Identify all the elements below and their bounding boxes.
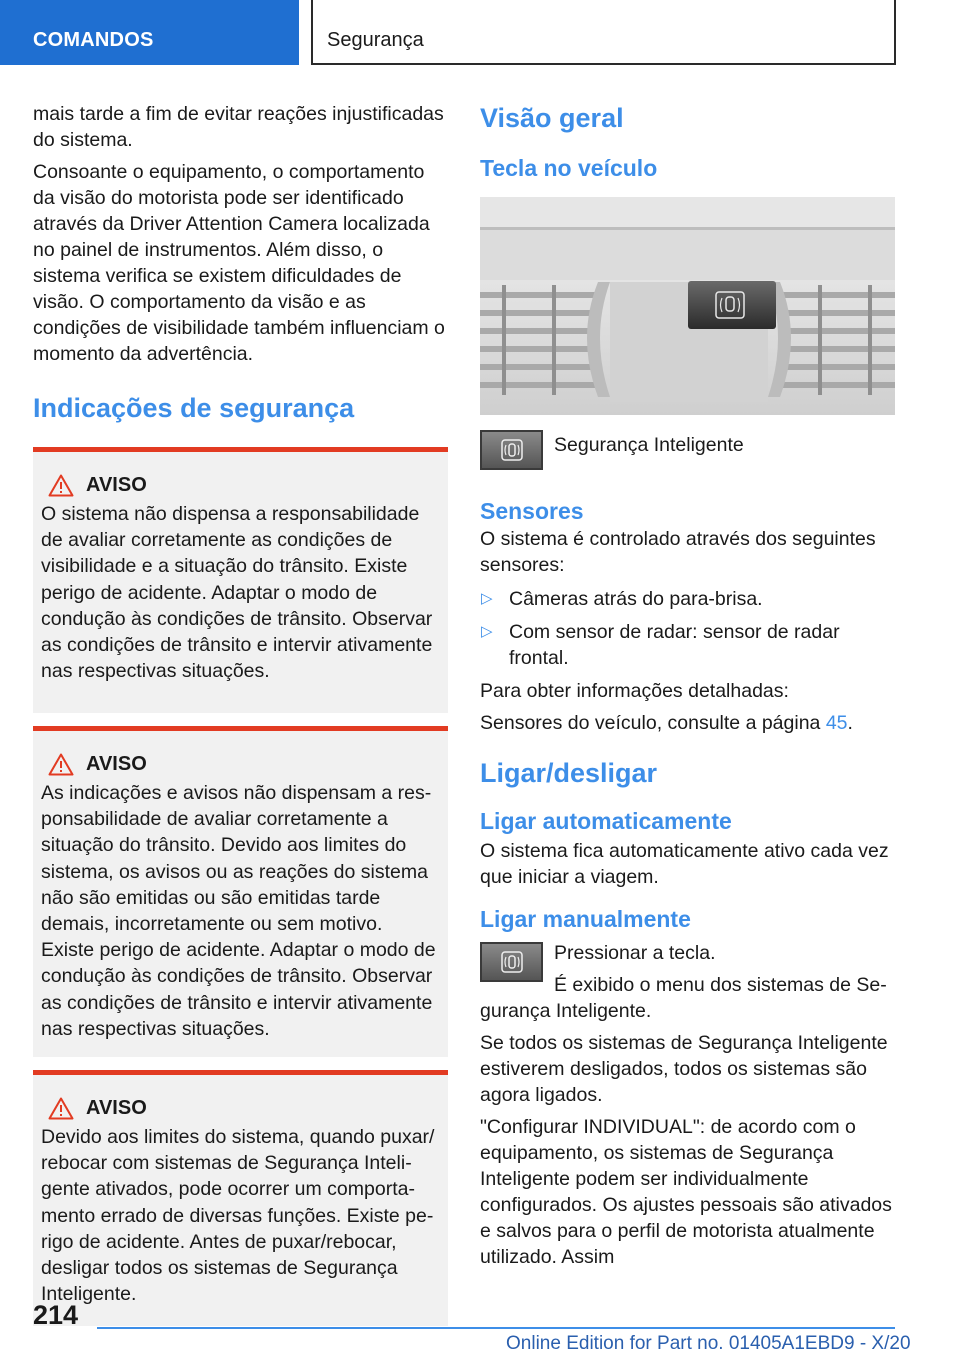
intelligent-safety-button-icon xyxy=(480,430,543,470)
paragraph: Pressionar a tecla. xyxy=(554,942,716,964)
paragraph: O sistema fica automaticamente ativo cada vez que iniciar a viagem. xyxy=(480,840,889,888)
intelligent-safety-button-icon xyxy=(480,942,543,982)
page-link[interactable]: 45 xyxy=(825,712,848,734)
warning-box xyxy=(33,1070,448,1326)
warning-triangle-icon xyxy=(48,474,74,497)
edition-note: Online Edition for Part no. 01405A1EBD9 - X/20 xyxy=(506,1333,911,1354)
warning-label: AVISO xyxy=(86,474,147,496)
button-legend xyxy=(480,430,895,470)
cross-reference-text: Sensores do veículo, consulte a página xyxy=(480,712,826,734)
paragraph: O sistema é controlado através dos seguintes sensores: xyxy=(480,528,876,576)
section-tab xyxy=(0,0,299,65)
section-label: COMANDOS xyxy=(33,29,154,51)
paragraph: mais tarde a fim de evitar reações injustificadas do sistema. xyxy=(33,103,444,151)
overview-heading: Visão geral xyxy=(480,103,624,133)
manual-step xyxy=(480,940,895,1024)
warning-label: AVISO xyxy=(86,1097,147,1119)
onoff-heading: Ligar/desligar xyxy=(480,758,658,788)
warning-text: O sistema não dispensa a responsabilidade de avaliar corretamente as condições de visibilidade e a situação do trânsito. Existe perigo de acidente. Adaptar o modo de condução às condições de trânsito. Observar as condições de trânsito e intervir ativamente nas respectivas situações. xyxy=(41,503,433,683)
cross-reference xyxy=(480,710,895,736)
page-number: 214 xyxy=(33,1300,79,1330)
sensors-heading: Sensores xyxy=(480,498,584,524)
safety-heading: Indicações de segurança xyxy=(33,393,355,423)
warning-triangle-icon xyxy=(48,753,74,776)
warning-triangle-icon xyxy=(48,1097,74,1120)
list-item: ▷ Câmeras atrás do para-brisa. xyxy=(480,586,895,612)
paragraph: Para obter informações detalhadas: xyxy=(480,680,789,702)
manual-heading: Ligar manualmente xyxy=(480,906,691,932)
chapter-title: Segurança xyxy=(327,29,424,51)
sensors-list xyxy=(480,586,895,671)
auto-heading: Ligar automaticamente xyxy=(480,808,732,834)
paragraph: É exibido o menu dos sistemas de Segurança Inteligente. xyxy=(480,974,887,1022)
paragraph: Consoante o equipamento, o comportamento da visão do motorista pode ser identificado através da Driver Attention Camera localizada no painel de instrumentos. Além disso, o sistema verifica se existem dificuldades de visão. O comportamento da visão e as condições de visibilidade também influenciam o momento da advertência. xyxy=(33,161,445,365)
list-item: ▷ Com sensor de radar: sensor de radar frontal. xyxy=(480,619,895,671)
punctuation: . xyxy=(847,712,853,734)
warning-box xyxy=(33,447,448,713)
warning-label: AVISO xyxy=(86,753,147,775)
button-caption: Segurança Inteligente xyxy=(554,434,744,456)
button-heading: Tecla no veículo xyxy=(480,155,658,181)
paragraph: Se todos os sistemas de Segurança Inteligente estiverem desligados, todos os sistemas são agora ligados. xyxy=(480,1032,888,1106)
vehicle-button-photo xyxy=(480,197,895,415)
warning-text: As indicações e avisos não dispensam a responsabilidade de avaliar corretamente a situação do trânsito. Devido aos limites do sistema, os avisos ou as reações do sistema não são emitidas ou são emitidas tarde demais, incorretamente ou sem motivo. Existe perigo de acidente. Adaptar o modo de condução às condições de trânsito. Observar as condições de trânsito e intervir ativamente nas respectivas situações. xyxy=(41,782,436,1040)
chapter-header xyxy=(311,0,896,65)
right-column xyxy=(480,101,895,1276)
footer-divider xyxy=(97,1327,895,1329)
warning-box xyxy=(33,726,448,1057)
warning-text: Devido aos limites do sistema, quando puxar/ rebocar com sistemas de Segurança Inteligente ativados, pode ocorrer um comportamento errado de diversas funções. Existe perigo de acidente. Antes de puxar/rebocar, desligar todos os sistemas de Segurança Inteligente. xyxy=(41,1126,435,1306)
paragraph: "Configurar INDIVIDUAL": de acordo com o equipamento, os sistemas de Segurança Inteligente podem ser individualmente configurados. Os ajustes pessoais são ativados e salvos para o perfil de motorista atualmente utilizado. Assim xyxy=(480,1116,892,1268)
left-column xyxy=(33,101,448,1326)
